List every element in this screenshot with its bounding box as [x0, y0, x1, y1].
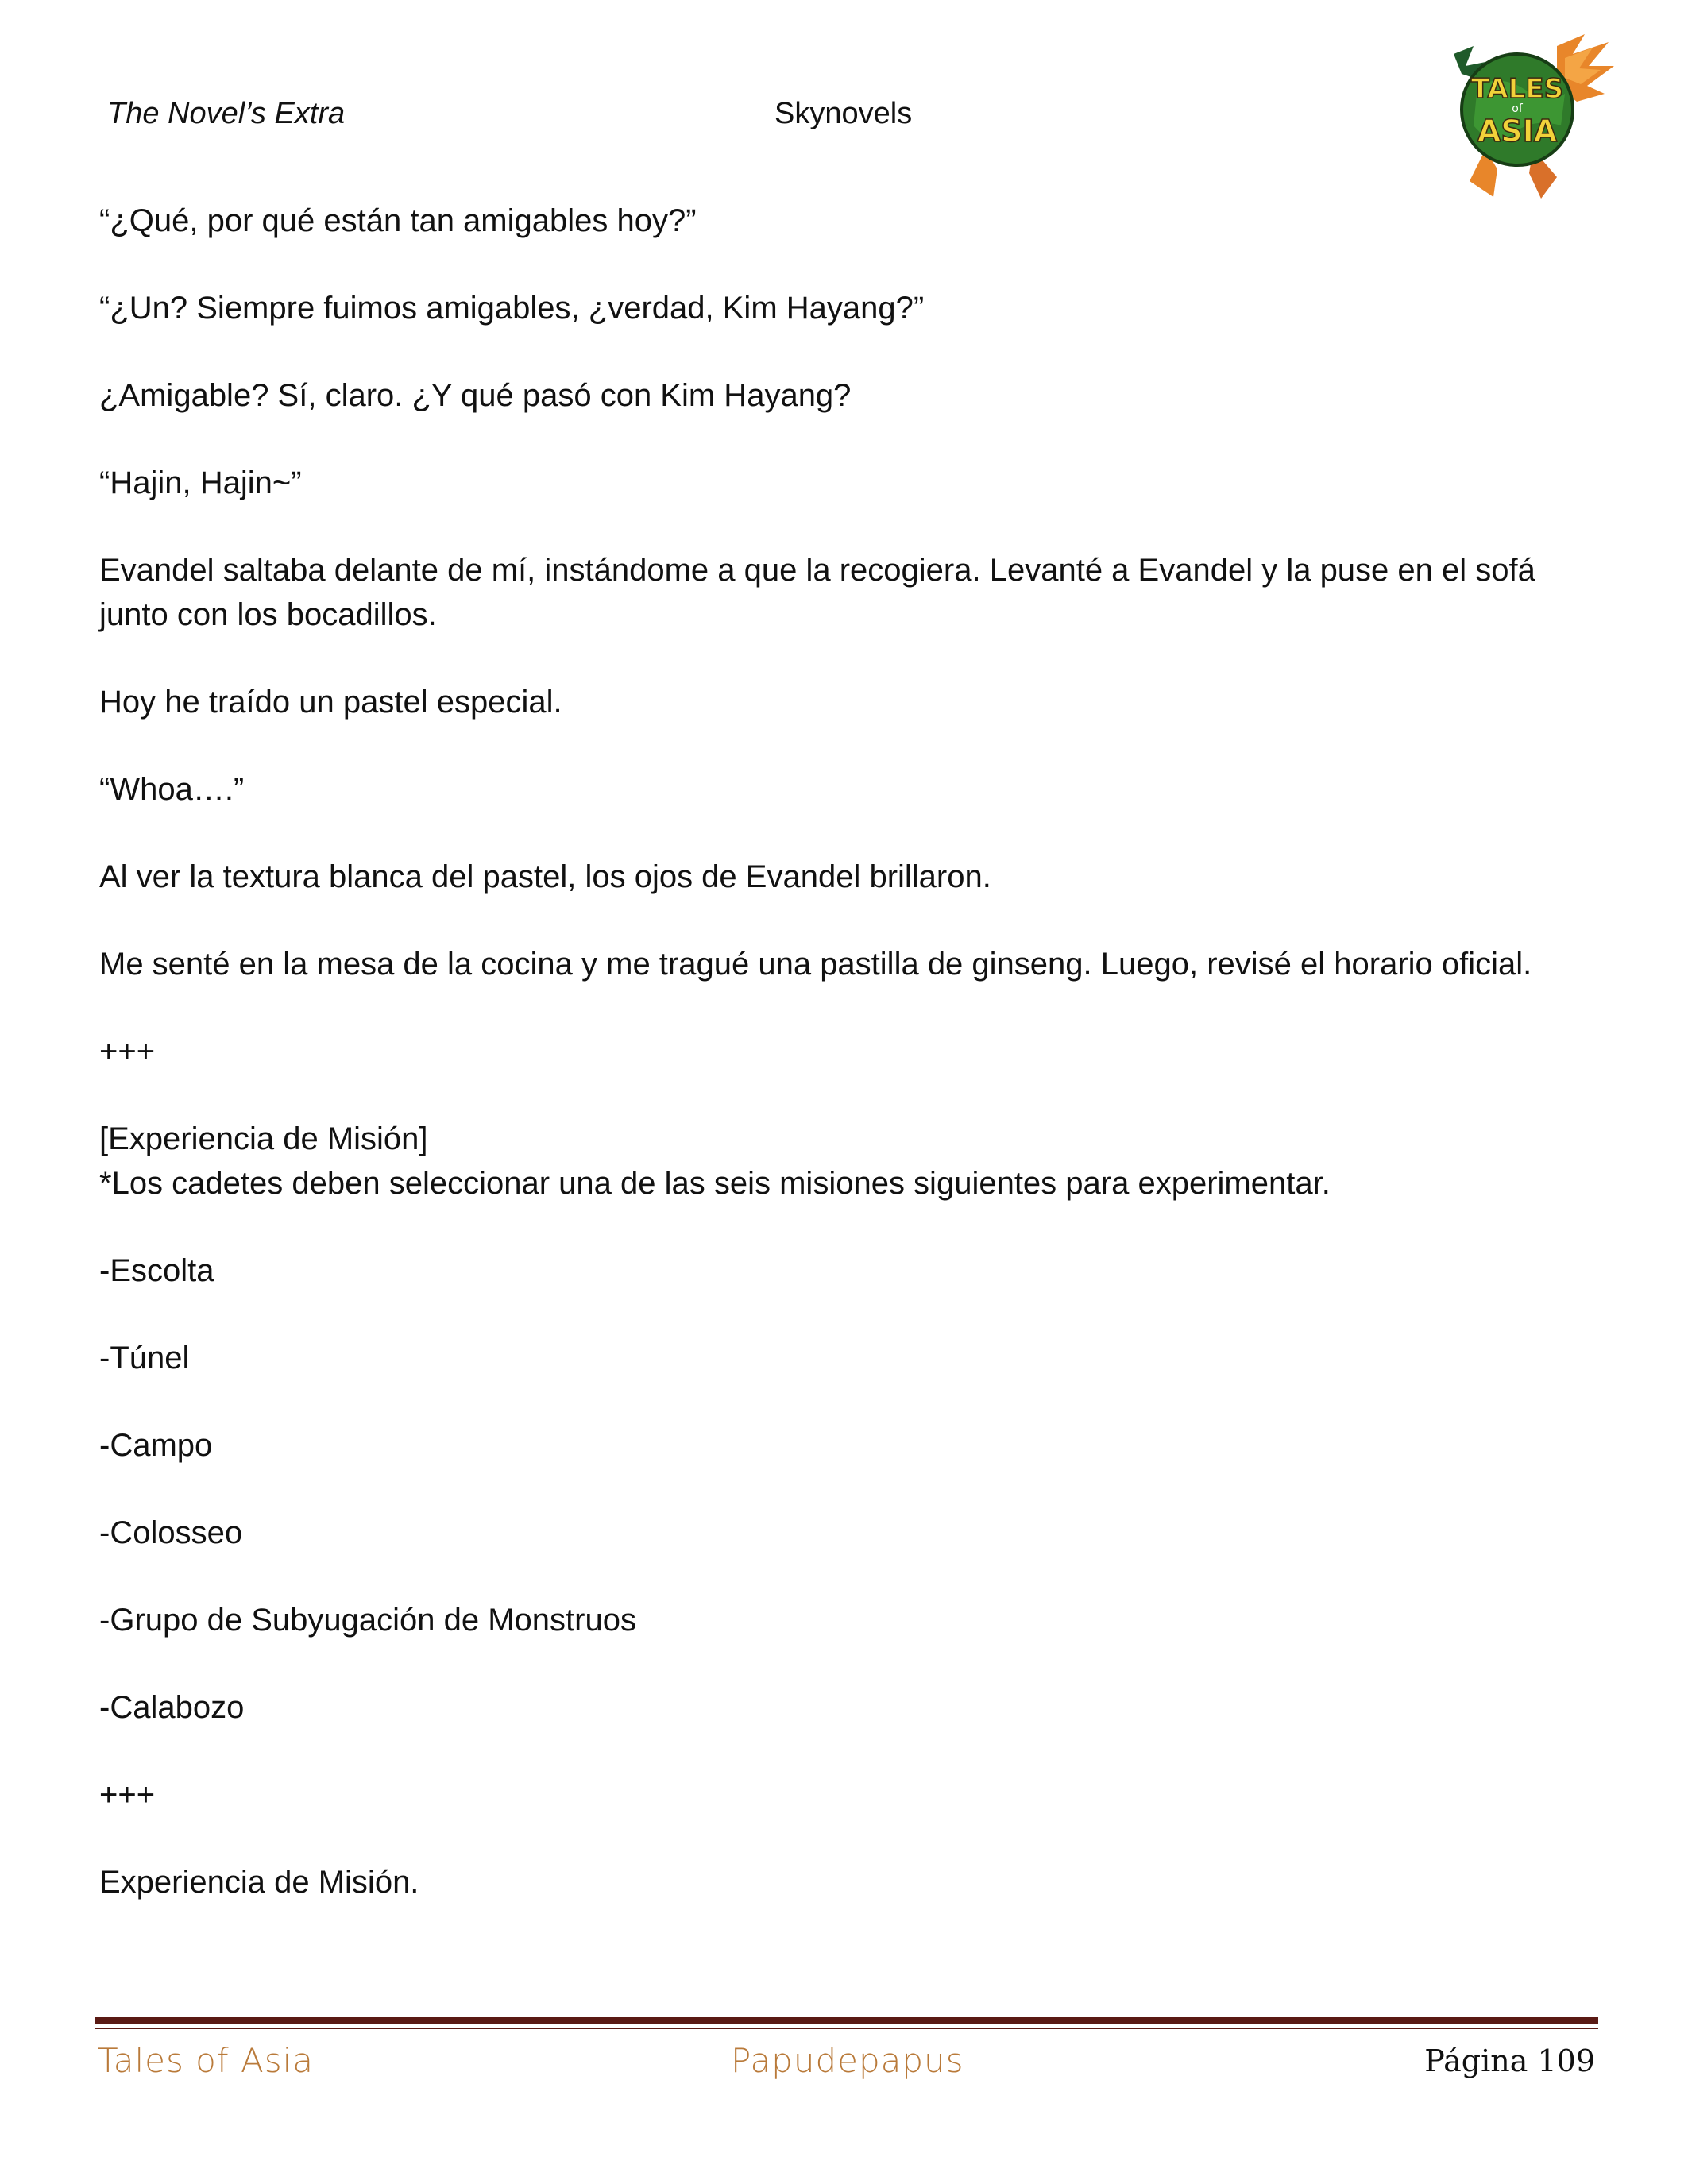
- paragraph: “Hajin, Hajin~”: [99, 465, 302, 500]
- paragraph: Me senté en la mesa de la cocina y me tragué una pastilla de ginseng. Luego, revisé el horario oficial.: [99, 947, 1532, 982]
- mission-item: -Túnel: [99, 1341, 190, 1376]
- footer-translator: Papudepapus: [731, 2041, 964, 2080]
- logo-text-mid: of: [1512, 102, 1523, 115]
- paragraph: ¿Amigable? Sí, claro. ¿Y qué pasó con Kim Hayang?: [99, 378, 852, 413]
- mission-item: -Grupo de Subyugación de Monstruos: [99, 1603, 636, 1638]
- footer-publisher: Tales of Asia: [98, 2041, 315, 2080]
- mission-item: -Campo: [99, 1428, 213, 1463]
- logo-text-top: TALES: [1470, 73, 1564, 105]
- paragraph: Experiencia de Misión.: [99, 1865, 419, 1900]
- mission-instruction: *Los cadetes deben seleccionar una de las seis misiones siguientes para experimentar.: [99, 1166, 1331, 1201]
- paragraph: “¿Un? Siempre fuimos amigables, ¿verdad, Kim Hayang?”: [99, 291, 925, 326]
- mission-item: -Colosseo: [99, 1515, 243, 1550]
- paragraph: Evandel saltaba delante de mí, instándome a que la recogiera. Levanté a Evandel y la puse en el sofá junto con los bocadillos.: [99, 553, 1544, 632]
- paragraph: Hoy he traído un pastel especial.: [99, 685, 562, 720]
- tales-of-asia-logo: [1438, 30, 1617, 201]
- header-site: Skynovels: [774, 97, 913, 130]
- paragraph: “Whoa….”: [99, 772, 245, 807]
- section-separator: +++: [99, 1777, 156, 1812]
- footer-divider-thin: [95, 2028, 1598, 2029]
- footer-divider-thick: [95, 2017, 1598, 2024]
- mission-item: -Escolta: [99, 1253, 214, 1288]
- mission-item: -Calabozo: [99, 1690, 245, 1725]
- mission-heading: [Experiencia de Misión]: [99, 1121, 428, 1156]
- section-separator: +++: [99, 1034, 156, 1069]
- header-title: The Novel’s Extra: [107, 97, 346, 130]
- paragraph: “¿Qué, por qué están tan amigables hoy?”: [99, 203, 697, 238]
- paragraph: Al ver la textura blanca del pastel, los ojos de Evandel brillaron.: [99, 859, 991, 894]
- page-content: [99, 199, 1593, 1947]
- page-number: Página 109: [1424, 2043, 1595, 2078]
- logo-text-bottom: ASIA: [1477, 114, 1558, 149]
